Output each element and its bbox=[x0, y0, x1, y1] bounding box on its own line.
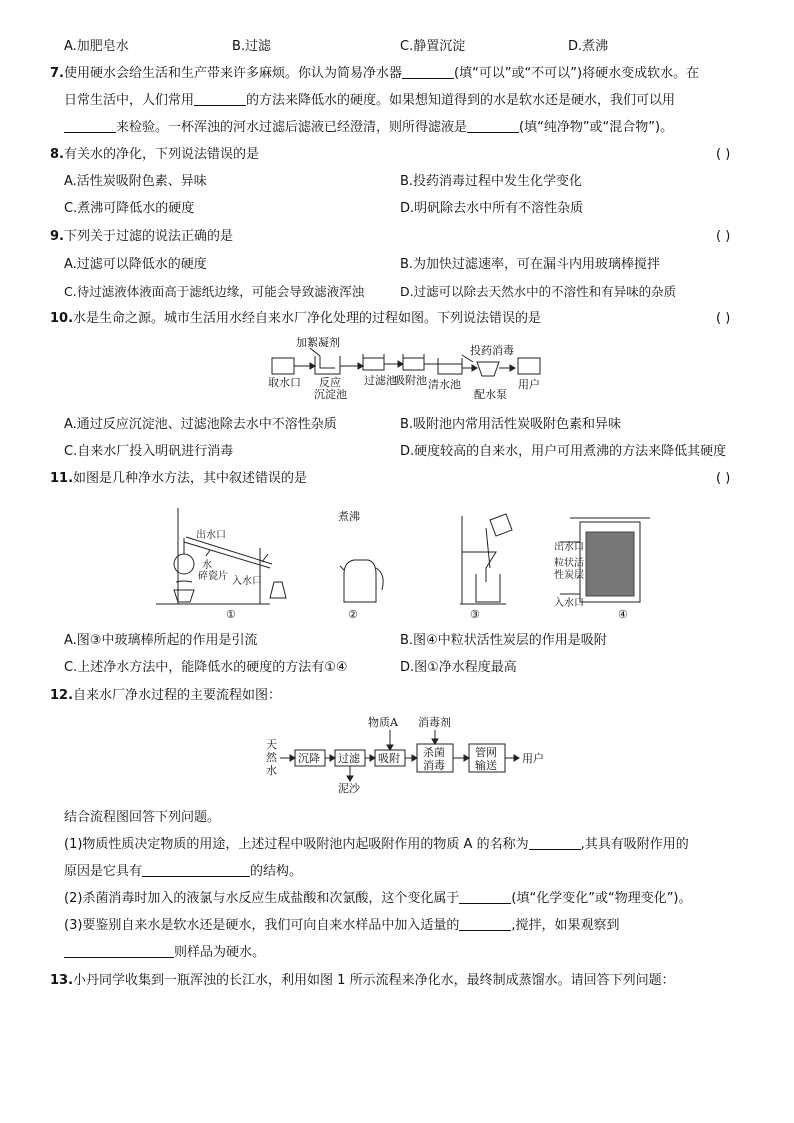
q12-text: 原因是它具有 bbox=[64, 864, 143, 879]
q11-label-boil: 煮沸 bbox=[338, 510, 360, 523]
q11-fig-number-1: ① bbox=[226, 608, 236, 621]
q9-option-d: D.过滤可以除去天然水中的不溶性和有异味的杂质 bbox=[400, 284, 677, 299]
q11-option-d: D.图①净水程度最高 bbox=[400, 660, 517, 675]
q12-label-kill-1: 杀菌 bbox=[423, 746, 445, 759]
q10-water-treatment-diagram bbox=[262, 334, 562, 410]
q7-text: 日常生活中，人们常用 bbox=[64, 93, 195, 108]
q7-text: 的方法来降低水的硬度。如果想知道得到的水是软水还是硬水，我们可以用 bbox=[246, 93, 676, 108]
q12-flowchart bbox=[262, 712, 562, 798]
q12-text: (3)要鉴别自来水是软水还是硬水，我们可向自来水样品中加入适量的 bbox=[64, 918, 460, 933]
q11-label-inlet: 入水口 bbox=[232, 576, 262, 587]
q10-label-coagulant: 加絮凝剂 bbox=[296, 336, 340, 349]
q13-stem bbox=[50, 972, 675, 990]
q11-label-chips: 碎瓷片 bbox=[198, 571, 228, 582]
q12-text: 的结构。 bbox=[250, 864, 303, 879]
q10-label-filter: 过滤池 bbox=[364, 374, 397, 387]
q6-option-d: D.煮沸 bbox=[568, 39, 609, 54]
q10-option-c: C.自来水厂投入明矾进行消毒 bbox=[64, 444, 234, 459]
q7-text: (填“可以”或“不可以”)将硬水变成软水。在 bbox=[454, 66, 700, 81]
q12-label-pipe-2: 输送 bbox=[475, 759, 497, 772]
q9-number: 9. bbox=[50, 229, 64, 244]
q11-label-outlet: 出水口 bbox=[196, 530, 226, 541]
q12-text: 则样品为硬水。 bbox=[174, 945, 266, 960]
q12-blank5 bbox=[64, 944, 174, 958]
q7-blank4 bbox=[467, 119, 519, 133]
q10-label-intake: 取水口 bbox=[268, 376, 301, 389]
q8-stem bbox=[50, 146, 259, 164]
q10-label-adsorb: 吸附池 bbox=[394, 374, 427, 387]
q11-number: 11. bbox=[50, 471, 74, 486]
q7-line3 bbox=[64, 119, 673, 137]
q11-label-outlet-4: 出水口 bbox=[554, 542, 584, 553]
q11-label-water: 水 bbox=[202, 560, 212, 571]
q11-option-a: A.图③中玻璃棒所起的作用是引流 bbox=[64, 633, 258, 648]
q12-stem bbox=[50, 687, 281, 705]
q12-blank2 bbox=[142, 863, 250, 877]
q10-label-disinfect: 投药消毒 bbox=[470, 344, 514, 357]
q8-option-d: D.明矾除去水中所有不溶性杂质 bbox=[400, 201, 584, 216]
q12-sub3-line1 bbox=[64, 917, 620, 935]
q12-blank3 bbox=[459, 890, 511, 904]
q12-label-sand: 泥沙 bbox=[338, 782, 360, 795]
q10-option-d: D.硬度较高的自来水，用户可用煮沸的方法来降低其硬度 bbox=[400, 444, 727, 459]
q7-blank2 bbox=[194, 92, 246, 106]
q11-option-c: C.上述净水方法中，能降低水的硬度的方法有①④ bbox=[64, 660, 348, 675]
q12-text: 自来水厂净水过程的主要流程如图： bbox=[73, 688, 282, 703]
q11-text: 如图是几种净水方法，其中叙述错误的是 bbox=[73, 471, 308, 486]
q12-text: (填“化学变化”或“物理变化”)。 bbox=[511, 891, 692, 906]
q12-label-natural-2: 然 bbox=[266, 751, 277, 764]
q10-option-b: B.吸附池内常用活性炭吸附色素和异味 bbox=[400, 417, 622, 432]
q11-fig-number-2: ② bbox=[348, 608, 358, 621]
q12-text: ,其具有吸附作用的 bbox=[580, 837, 689, 852]
q12-label-user: 用户 bbox=[522, 752, 544, 765]
q12-label-settle: 沉降 bbox=[298, 752, 320, 765]
q10-number: 10. bbox=[50, 311, 74, 326]
q12-label-adsorb: 吸附 bbox=[378, 752, 400, 765]
q11-fig-number-4: ④ bbox=[618, 608, 628, 621]
q9-option-a: A.过滤可以降低水的硬度 bbox=[64, 257, 207, 272]
q11-fig-number-3: ③ bbox=[470, 608, 480, 621]
q7-blank1 bbox=[402, 65, 454, 79]
q12-sub2 bbox=[64, 890, 692, 908]
q7-text: 来检验。一杯浑浊的河水过滤后滤液已经澄清，则所得滤液是 bbox=[116, 120, 468, 135]
q11-purification-methods-diagram bbox=[150, 498, 660, 624]
q7-line2 bbox=[64, 92, 675, 110]
q6-option-b: B.过滤 bbox=[232, 39, 272, 54]
q8-number: 8. bbox=[50, 147, 64, 162]
q7-blank3 bbox=[64, 119, 116, 133]
q12-label-filter: 过滤 bbox=[338, 752, 360, 765]
q6-option-c: C.静置沉淀 bbox=[400, 39, 466, 54]
q6-option-a: A.加肥皂水 bbox=[64, 39, 129, 54]
q7-text: (填“纯净物”或“混合物”)。 bbox=[519, 120, 674, 135]
q11-label-carbon-2: 性炭层 bbox=[554, 570, 584, 581]
q12-label-material-a: 物质A bbox=[368, 716, 398, 729]
q7-number: 7. bbox=[50, 66, 64, 81]
q9-option-b: B.为加快过滤速率，可在漏斗内用玻璃棒搅拌 bbox=[400, 257, 661, 272]
q10-option-a: A.通过反应沉淀池、过滤池除去水中不溶性杂质 bbox=[64, 417, 337, 432]
q10-label-clear: 清水池 bbox=[428, 378, 461, 391]
q11-stem bbox=[50, 470, 307, 488]
q8-answer-paren: ( ) bbox=[716, 147, 731, 162]
q11-label-inlet-4: 入水口 bbox=[554, 598, 584, 609]
q12-sub3-line2 bbox=[64, 944, 265, 962]
q8-text: 有关水的净化，下列说法错误的是 bbox=[63, 147, 259, 162]
q8-option-b: B.投药消毒过程中发生化学变化 bbox=[400, 174, 583, 189]
q10-label-user: 用户 bbox=[518, 378, 540, 391]
q10-label-react1: 反应 bbox=[319, 376, 341, 389]
q8-option-c: C.煮沸可降低水的硬度 bbox=[64, 201, 195, 216]
q12-text: (2)杀菌消毒时加入的液氯与水反应生成盐酸和次氯酸，这个变化属于 bbox=[64, 891, 460, 906]
q10-label-react2: 沉淀池 bbox=[314, 388, 347, 401]
q10-text: 水是生命之源。城市生活用水经自来水厂净化处理的过程如图。下列说法错误的是 bbox=[73, 311, 542, 326]
q12-text: (1)物质性质决定物质的用途，上述过程中吸附池内起吸附作用的物质 A 的名称为 bbox=[64, 837, 529, 852]
q11-answer-paren: ( ) bbox=[716, 471, 731, 486]
q9-option-c: C.待过滤液体液面高于滤纸边缘，可能会导致滤液浑浊 bbox=[64, 284, 365, 299]
q9-answer-paren: ( ) bbox=[716, 229, 731, 244]
q10-label-pump: 配水泵 bbox=[474, 388, 507, 401]
q12-blank4 bbox=[459, 917, 511, 931]
q12-blank1 bbox=[529, 836, 581, 850]
q12-sub1-line2 bbox=[64, 863, 302, 881]
q13-number: 13. bbox=[50, 973, 74, 988]
q8-option-a: A.活性炭吸附色素、异味 bbox=[64, 174, 207, 189]
q12-text: ,搅拌，如果观察到 bbox=[511, 918, 620, 933]
q11-option-b: B.图④中粒状活性炭层的作用是吸附 bbox=[400, 633, 607, 648]
q7-line1 bbox=[50, 65, 699, 83]
q11-label-carbon-1: 粒状活 bbox=[554, 558, 584, 569]
q12-label-kill-2: 消毒 bbox=[423, 759, 445, 772]
q12-label-pipe-1: 管网 bbox=[475, 746, 497, 759]
q9-stem bbox=[50, 228, 233, 246]
q9-text: 下列关于过滤的说法正确的是 bbox=[63, 229, 233, 244]
q12-intro: 结合流程图回答下列问题。 bbox=[64, 810, 221, 825]
q10-stem bbox=[50, 310, 541, 328]
q12-sub1-line1 bbox=[64, 836, 689, 854]
q12-label-natural-3: 水 bbox=[266, 764, 277, 777]
q12-label-disinfectant: 消毒剂 bbox=[418, 716, 451, 729]
q10-answer-paren: ( ) bbox=[716, 311, 731, 326]
q12-number: 12. bbox=[50, 688, 74, 703]
q7-text: 使用硬水会给生活和生产带来许多麻烦。你认为简易净水器 bbox=[63, 66, 402, 81]
q12-label-natural-1: 天 bbox=[266, 738, 277, 751]
q13-text: 小丹同学收集到一瓶浑浊的长江水，利用如图 1 所示流程来净化水，最终制成蒸馏水。请回答下列问题： bbox=[73, 973, 675, 988]
